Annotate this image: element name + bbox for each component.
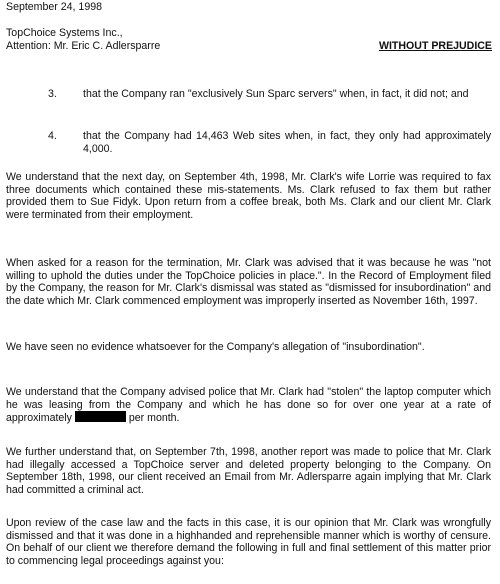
item-number: 3. — [48, 88, 57, 100]
paragraph-laptop — [6, 386, 491, 425]
laptop-text: We understand that the Company advised police that Mr. Clark had "stolen" the laptop computer which he was leasing from the Company and which he has done so for over one year at a rate of approximately — [6, 386, 491, 425]
paragraph-insubordination: We have seen no evidence whatsoever for the Company's allegation of "insubordination". — [6, 341, 425, 353]
without-prejudice-heading: WITHOUT PREJUDICE — [378, 40, 492, 52]
item-text: that the Company had 14,463 Web sites when, in fact, they only had approximately 4,000. — [83, 130, 491, 155]
paragraph-server-report: We further understand that, on September 7th, 1998, another report was made to police that Mr. Clark had illegally accessed a TopChoice server and deleted property belonging to the Company. On September 18th, 1998, our client received an Email from Mr. Adlersparre again implying that Mr. Clark had committed a criminal act. — [6, 446, 491, 496]
letter-date: September 24, 1998 — [6, 1, 103, 13]
paragraph-opinion: Upon review of the case law and the facts in this case, it is our opinion that Mr. Clark was wrongfully dismissed and that it was done in a highhanded and reprehensible manner which is worthy of censure. On behalf of our client we therefore demand the following in full and final settlement of this matter prior to commencing legal proceedings against you: — [6, 517, 491, 567]
redaction-bar — [75, 411, 126, 422]
paragraph-termination: We understand that the next day, on September 4th, 1998, Mr. Clark's wife Lorrie was required to fax three documents which contained these mis-statements. Ms. Clark refused to fax them but rather provided them to Sue Fidyk. Upon return from a coffee break, both Ms. Clark and our client Mr. Clark were terminated from their employment. — [6, 171, 491, 221]
item-number: 4. — [48, 130, 57, 142]
item-text: that the Company ran "exclusively Sun Sparc servers" when, in fact, it did not; and — [83, 88, 469, 100]
laptop-text-end: per month. — [128, 412, 180, 425]
recipient-company: TopChoice Systems Inc., — [6, 27, 123, 39]
paragraph-reason: When asked for a reason for the termination, Mr. Clark was advised that it was because he was "not willing to uphold the duties under the TopChoice policies in place.". In the Record of Employment filed by the Company, the reason for Mr. Clark's dismissal was stated as "dismissed for insubordination" and the date which Mr. Clark commenced employment was improperly inserted as November 16th, 1997. — [6, 257, 491, 307]
recipient-attention: Attention: Mr. Eric C. Adlersparre — [6, 40, 161, 52]
